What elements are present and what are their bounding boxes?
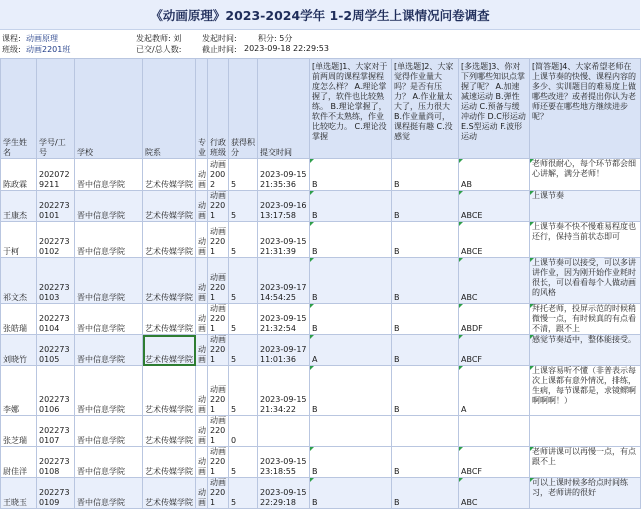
table-row[interactable] xyxy=(1,159,641,191)
cell-q1[interactable]: A xyxy=(310,335,392,366)
end-time-value: 2023-09-18 22:29:53 xyxy=(244,44,329,53)
cell-q4[interactable]: 老师很耐心，每个环节都会细心讲解，满分老师！ xyxy=(530,159,641,191)
cell-q1[interactable]: B xyxy=(310,159,392,191)
title-bar xyxy=(0,0,640,30)
cell-q2[interactable] xyxy=(392,416,459,447)
cell-q4[interactable] xyxy=(530,416,641,447)
cell-school[interactable]: 晋中信息学院 xyxy=(75,159,143,191)
cell-major[interactable]: 动画 xyxy=(196,478,208,509)
cell-q1[interactable]: B xyxy=(310,222,392,258)
cell-name[interactable]: 尉佳洋 xyxy=(1,447,37,478)
col-header-class[interactable]: 行政班级 xyxy=(208,59,229,159)
col-header-id[interactable]: 学号/工号 xyxy=(37,59,75,159)
cell-school[interactable]: 晋中信息学院 xyxy=(75,478,143,509)
col-header-q1[interactable]: [单选题]1、大家对于前两周的课程掌握程度怎么样？ A.理论掌握了，软件也比较熟练。 B.理论掌握了，软件不太熟练，作业比较吃力。 C.理论没掌握 xyxy=(310,59,392,159)
cell-school[interactable]: 晋中信息学院 xyxy=(75,258,143,304)
cell-q2[interactable]: B xyxy=(392,366,459,416)
cell-q1[interactable]: B xyxy=(310,304,392,335)
cell-time[interactable]: 2023-09-17 14:54:25 xyxy=(258,258,310,304)
cell-name[interactable]: 张皓瑞 xyxy=(1,304,37,335)
cell-name[interactable]: 刘晓竹 xyxy=(1,335,37,366)
teacher-label: 发起教师: 刘 xyxy=(136,34,182,43)
cell-time[interactable]: 2023-09-15 21:32:54 xyxy=(258,304,310,335)
cell-q4[interactable]: 拜托老师，投屏示范的时候稍微慢一点，有时候真的有点看不清，跟不上 xyxy=(530,304,641,335)
cell-id[interactable]: 2022730101 xyxy=(37,191,75,222)
cell-dept[interactable]: 艺术传媒学院 xyxy=(143,416,196,447)
cell-q3[interactable]: ABDF xyxy=(459,304,530,335)
cell-q4[interactable]: 感觉节奏适中，整体能接受。 xyxy=(530,335,641,366)
cell-dept[interactable]: 艺术传媒学院 xyxy=(143,191,196,222)
cell-name[interactable]: 于柯 xyxy=(1,222,37,258)
cell-q1[interactable]: B xyxy=(310,447,392,478)
cell-q2[interactable]: B xyxy=(392,258,459,304)
cell-score[interactable]: 5 xyxy=(229,304,258,335)
cell-score[interactable]: 5 xyxy=(229,159,258,191)
col-header-school[interactable]: 学校 xyxy=(75,59,143,159)
cell-major[interactable]: 动画 xyxy=(196,191,208,222)
cell-id[interactable]: 2022730102 xyxy=(37,222,75,258)
table-row[interactable] xyxy=(1,304,641,335)
table-body xyxy=(1,159,641,509)
cell-name[interactable]: 张芝瑞 xyxy=(1,416,37,447)
cell-score[interactable]: 5 xyxy=(229,258,258,304)
cell-score[interactable]: 5 xyxy=(229,222,258,258)
cell-q3[interactable] xyxy=(459,416,530,447)
cell-q3[interactable]: ABC xyxy=(459,258,530,304)
cell-class[interactable]: 动画2201 xyxy=(208,222,229,258)
cell-school[interactable]: 晋中信息学院 xyxy=(75,191,143,222)
cell-q2[interactable]: B xyxy=(392,447,459,478)
cell-dept[interactable]: 艺术传媒学院 xyxy=(143,159,196,191)
cell-q2[interactable]: B xyxy=(392,159,459,191)
cell-class[interactable]: 动画2201 xyxy=(208,366,229,416)
cell-dept[interactable]: 艺术传媒学院 xyxy=(143,304,196,335)
cell-name[interactable]: 祁文杰 xyxy=(1,258,37,304)
cell-score[interactable]: 0 xyxy=(229,416,258,447)
cell-time[interactable]: 2023-09-15 23:18:55 xyxy=(258,447,310,478)
cell-school[interactable]: 晋中信息学院 xyxy=(75,416,143,447)
cell-major[interactable]: 动画 xyxy=(196,447,208,478)
cell-q4[interactable]: 上课容易听不懂（非普表示每次上课都有意外情况，排练，生病，每节课都是，求镜鳏啊啊啊啊！） xyxy=(530,366,641,416)
cell-time[interactable]: 2023-09-15 21:35:36 xyxy=(258,159,310,191)
cell-dept[interactable]: 艺术传媒学院 xyxy=(143,222,196,258)
submitted-label: 已交/总人数: xyxy=(136,45,182,54)
cell-q4[interactable]: 上课节奏不快不慢难易程度也还行，保持当前状态即可 xyxy=(530,222,641,258)
cell-name[interactable]: 王康杰 xyxy=(1,191,37,222)
cell-class[interactable]: 动画2201 xyxy=(208,191,229,222)
cell-school[interactable]: 晋中信息学院 xyxy=(75,447,143,478)
cell-class[interactable]: 动画2201 xyxy=(208,258,229,304)
cell-major[interactable]: 动画 xyxy=(196,258,208,304)
class-value: 动画2201班 xyxy=(26,45,71,54)
cell-major[interactable]: 动画 xyxy=(196,304,208,335)
course-value: 动画原理 xyxy=(26,34,58,43)
class-label: 班级: xyxy=(2,45,21,54)
cell-q3[interactable]: AB xyxy=(459,159,530,191)
score-label: 积分: 5分 xyxy=(258,34,293,43)
cell-q3[interactable]: ABC xyxy=(459,478,530,509)
cell-major[interactable]: 动画 xyxy=(196,416,208,447)
cell-name[interactable]: 陈政霖 xyxy=(1,159,37,191)
cell-q1[interactable]: B xyxy=(310,366,392,416)
table-row[interactable] xyxy=(1,478,641,509)
cell-q1[interactable]: B xyxy=(310,258,392,304)
cell-dept[interactable]: 艺术传媒学院 xyxy=(143,258,196,304)
cell-dept[interactable]: 艺术传媒学院 xyxy=(143,366,196,416)
cell-class[interactable]: 动画2201 xyxy=(208,447,229,478)
cell-q3[interactable]: ABCF xyxy=(459,335,530,366)
table-row[interactable] xyxy=(1,258,641,304)
col-header-time[interactable]: 提交时间 xyxy=(258,59,310,159)
cell-q3[interactable]: ABCE xyxy=(459,222,530,258)
cell-name[interactable]: 李娜 xyxy=(1,366,37,416)
cell-q2[interactable]: B xyxy=(392,335,459,366)
cell-class[interactable]: 动画2201 xyxy=(208,478,229,509)
table-row[interactable] xyxy=(1,447,641,478)
cell-class[interactable]: 动画2002 xyxy=(208,159,229,191)
spreadsheet[interactable] xyxy=(0,58,640,507)
cell-id[interactable]: 2022730103 xyxy=(37,258,75,304)
cell-time[interactable]: 2023-09-15 21:31:39 xyxy=(258,222,310,258)
cell-dept[interactable]: 艺术传媒学院 xyxy=(143,335,196,366)
cell-class[interactable]: 动画2201 xyxy=(208,335,229,366)
table-row[interactable] xyxy=(1,191,641,222)
cell-q4[interactable]: 可以上课时候多给点时间练习，老师讲的很好 xyxy=(530,478,641,509)
cell-school[interactable]: 晋中信息学院 xyxy=(75,222,143,258)
cell-q3[interactable]: ABCF xyxy=(459,447,530,478)
col-header-dept[interactable]: 院系 xyxy=(143,59,196,159)
cell-id[interactable]: 2022730108 xyxy=(37,447,75,478)
cell-q1[interactable]: B xyxy=(310,191,392,222)
cell-id[interactable]: 2022730106 xyxy=(37,366,75,416)
cell-q4[interactable]: 上课节奏可以接受，可以多讲讲作业，因为刚开始作业耗时很长，可以看看每个人做动画的风格 xyxy=(530,258,641,304)
cell-time[interactable]: 2023-09-16 13:17:58 xyxy=(258,191,310,222)
table-row[interactable] xyxy=(1,222,641,258)
cell-score[interactable]: 5 xyxy=(229,335,258,366)
cell-q2[interactable]: B xyxy=(392,304,459,335)
cell-major[interactable]: 动画 xyxy=(196,159,208,191)
cell-school[interactable]: 晋中信息学院 xyxy=(75,304,143,335)
cell-score[interactable]: 5 xyxy=(229,447,258,478)
cell-score[interactable]: 5 xyxy=(229,478,258,509)
cell-time[interactable]: 2023-09-15 21:34:22 xyxy=(258,366,310,416)
cell-q4[interactable]: 上课节奏 xyxy=(530,191,641,222)
cell-time[interactable] xyxy=(258,416,310,447)
cell-q1[interactable] xyxy=(310,416,392,447)
cell-score[interactable]: 5 xyxy=(229,191,258,222)
cell-name[interactable]: 王晓玉 xyxy=(1,478,37,509)
table-row[interactable] xyxy=(1,366,641,416)
cell-q1[interactable]: B xyxy=(310,478,392,509)
cell-id[interactable]: 2022730109 xyxy=(37,478,75,509)
course-label: 课程: xyxy=(2,34,21,43)
cell-major[interactable]: 动画 xyxy=(196,366,208,416)
cell-dept[interactable]: 艺术传媒学院 xyxy=(143,478,196,509)
end-time-label: 截止时间: xyxy=(202,45,237,54)
start-time-label: 发起时间: xyxy=(202,34,237,43)
cell-school[interactable]: 晋中信息学院 xyxy=(75,335,143,366)
col-header-q3[interactable]: [多选题]3、你对下列哪些知识点掌握了呢？ A.加速减速运动 B.弹性运动 C.预备与缓冲动作 D.C形运动 E.S型运动 F.波形运动 xyxy=(459,59,530,159)
table-row[interactable] xyxy=(1,416,641,447)
cell-q2[interactable]: B xyxy=(392,478,459,509)
cell-time[interactable]: 2023-09-15 22:29:18 xyxy=(258,478,310,509)
cell-id[interactable]: 2020729211 xyxy=(37,159,75,191)
col-header-name[interactable]: 学生姓名 xyxy=(1,59,37,159)
cell-school[interactable]: 晋中信息学院 xyxy=(75,366,143,416)
col-header-q2[interactable]: [单选题]2、大家觉得作业量大吗？是否有压力？ A.作业量太大了，压力很大 B.作业量尚可，课程挺有趣 C.没感觉 xyxy=(392,59,459,159)
cell-q3[interactable]: ABCE xyxy=(459,191,530,222)
cell-time[interactable]: 2023-09-17 11:01:36 xyxy=(258,335,310,366)
table-row[interactable] xyxy=(1,335,641,366)
header-row xyxy=(1,59,641,159)
cell-id[interactable]: 2022730104 xyxy=(37,304,75,335)
survey-table xyxy=(0,58,641,509)
cell-id[interactable]: 2022730105 xyxy=(37,335,75,366)
cell-q3[interactable]: A xyxy=(459,366,530,416)
cell-q4[interactable]: 老师讲课可以再慢一点，有点跟不上 xyxy=(530,447,641,478)
col-header-major[interactable]: 专业 xyxy=(196,59,208,159)
cell-major[interactable]: 动画 xyxy=(196,222,208,258)
cell-class[interactable]: 动画2201 xyxy=(208,416,229,447)
cell-dept[interactable]: 艺术传媒学院 xyxy=(143,447,196,478)
page-title: 《动画原理》2023-2024学年 1-2周学生上课情况问卷调查 xyxy=(150,8,490,23)
cell-q2[interactable]: B xyxy=(392,191,459,222)
cell-major[interactable]: 动画 xyxy=(196,335,208,366)
col-header-score[interactable]: 获得积分 xyxy=(229,59,258,159)
cell-class[interactable]: 动画2201 xyxy=(208,304,229,335)
col-header-q4[interactable]: [简答题]4、大家希望老师在上课节奏的快慢、课程内容的多少、实训题目的难易度上做哪些改进？或者提出你认为老师还要在哪些地方继续进步呢？ xyxy=(530,59,641,159)
cell-q2[interactable]: B xyxy=(392,222,459,258)
cell-id[interactable]: 2022730107 xyxy=(37,416,75,447)
cell-score[interactable]: 5 xyxy=(229,366,258,416)
